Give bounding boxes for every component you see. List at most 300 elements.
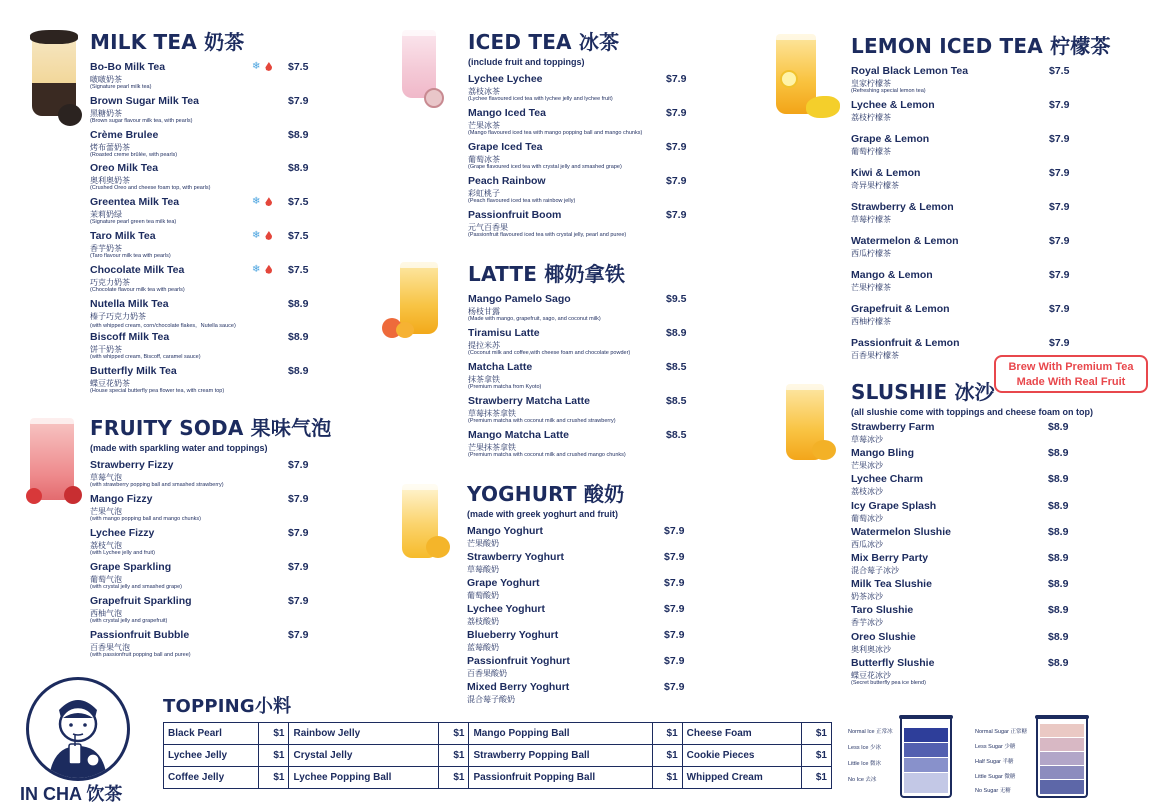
menu-item-mixed-berry-yoghurt <box>467 681 687 707</box>
menu-item-price: $8.9 <box>1048 473 1069 486</box>
ice-label-normal: Normal Ice 正常冰 <box>848 729 893 735</box>
menu-item-butterfly-milk-tea <box>90 365 310 399</box>
menu-item-passionfruit-bubble <box>90 629 310 663</box>
hot-cold-icons <box>252 230 272 241</box>
menu-item-description: (with mango popping ball and mango chunks) <box>90 516 201 522</box>
menu-item-name: Mango Pamelo Sago <box>468 293 571 305</box>
menu-item-name: Biscoff Milk Tea <box>90 331 170 344</box>
menu-item-chinese-name: 草莓抹茶拿铁 <box>468 409 516 418</box>
menu-item-name: Lychee & Lemon <box>851 99 935 111</box>
menu-item-price: $7.5 <box>1049 65 1070 77</box>
menu-item-chinese-name: 荔枝柠檬茶 <box>851 113 891 122</box>
iced-tea-list <box>468 73 688 243</box>
menu-item-name: Strawberry Fizzy <box>90 459 174 471</box>
menu-item-name: Grapefruit Sparkling <box>90 595 192 607</box>
menu-item-name: Mango Fizzy <box>90 493 153 505</box>
brand-logo <box>26 677 130 781</box>
menu-item-description: (Refreshing special lemon tea) <box>851 88 926 94</box>
menu-item-chinese-name: 芒果气泡 <box>90 507 122 516</box>
menu-item-chinese-name: 香芋冰沙 <box>851 618 883 628</box>
topping-price: $1 <box>439 723 469 745</box>
topping-row <box>164 745 832 767</box>
menu-item-description: (Mango flavoured iced tea with mango popping ball and mango chunks) <box>468 130 643 136</box>
snowflake-icon: ❄ <box>252 196 261 208</box>
menu-item-grape-sparkling <box>90 561 310 595</box>
iced-tea-title: ICED TEA 冰茶 <box>468 30 620 54</box>
topping-row <box>164 723 832 745</box>
topping-strawberry-popping-ball: Strawberry Popping Ball <box>469 745 652 767</box>
sugar-label-normal: Normal Sugar 正常糖 <box>975 729 1027 735</box>
menu-item-price: $8.9 <box>1048 578 1069 591</box>
menu-item-chinese-name: 百香果气泡 <box>90 643 130 652</box>
menu-item-strawberry-matcha-latte <box>468 395 688 429</box>
menu-item-price: $8.9 <box>288 162 309 175</box>
menu-item-name: Passionfruit Boom <box>468 209 562 221</box>
topping-whipped-cream: Whipped Cream <box>682 767 801 789</box>
menu-item-price: $7.9 <box>664 525 685 537</box>
menu-item-chocolate-milk-tea <box>90 264 310 298</box>
menu-item-price: $8.5 <box>666 429 687 441</box>
menu-item-price: $8.5 <box>666 361 687 373</box>
menu-item-strawberry-farm <box>851 421 1081 447</box>
menu-item-lychee-fizzy <box>90 527 310 561</box>
menu-item-name: Lychee Charm <box>851 473 923 486</box>
menu-item-chinese-name: 奥利奥奶茶 <box>90 176 130 186</box>
menu-item-grapefruit-sparkling <box>90 595 310 629</box>
menu-item-name: Grape Sparkling <box>90 561 172 573</box>
menu-item-name: Greentea Milk Tea <box>90 196 180 209</box>
menu-item-mango-pamelo-sago <box>468 293 688 327</box>
menu-item-chinese-name: 芒果冰茶 <box>468 121 500 130</box>
menu-item-price: $7.9 <box>666 73 687 85</box>
menu-item-butterfly-slushie <box>851 656 1081 686</box>
menu-item-price: $7.5 <box>288 263 309 276</box>
menu-item-chinese-name: 奇异果柠檬茶 <box>851 181 899 190</box>
menu-item-chinese-name: 混合莓子酸奶 <box>467 695 515 704</box>
topping-crystal-jelly: Crystal Jelly <box>289 745 439 767</box>
menu-item-chinese-name: 蝶豆花奶茶 <box>90 379 130 389</box>
menu-item-description: (Premium matcha with coconut milk and crushed mango chunks) <box>468 452 626 458</box>
menu-item-chinese-name: 蝶豆花冰沙 <box>851 670 891 680</box>
menu-item-chinese-name: 皇家柠檬茶 <box>851 79 891 88</box>
menu-item-price: $7.9 <box>288 94 309 107</box>
menu-item-chinese-name: 芒果柠檬茶 <box>851 283 891 292</box>
menu-item-tiramisu-latte <box>468 327 688 361</box>
menu-item-description: (Signature pearl milk tea) <box>90 84 152 90</box>
menu-item-name: Mango Yoghurt <box>467 525 544 537</box>
sugar-label-none: No Sugar 无糖 <box>975 788 1011 794</box>
menu-item-biscoff-milk-tea <box>90 331 310 365</box>
menu-item-description: (with crystal jelly and smashed grape) <box>90 584 183 590</box>
brand-name: IN CHA 饮茶 <box>20 784 123 804</box>
menu-item-price: $7.9 <box>288 493 309 505</box>
topping-price: $1 <box>259 745 289 767</box>
menu-item-price: $7.9 <box>666 175 687 187</box>
menu-item-mango-yoghurt <box>467 525 687 551</box>
menu-item-description: (Premium matcha with coconut milk and crushed strawberry) <box>468 418 616 424</box>
menu-item-chinese-name: 草莓气泡 <box>90 473 122 482</box>
topping-coffee-jelly: Coffee Jelly <box>164 767 259 789</box>
hot-cold-icons <box>252 61 272 72</box>
topping-row <box>164 767 832 789</box>
menu-item-price: $8.9 <box>288 331 309 344</box>
menu-item-price: $7.9 <box>1049 269 1070 281</box>
menu-item-description: (House special butterfly pea flower tea, with cream top) <box>90 388 225 395</box>
menu-item-chinese-name: 奥利奥冰沙 <box>851 644 891 654</box>
menu-item-chinese-name: 彩虹桃子 <box>468 189 500 198</box>
menu-item-chinese-name: 葡萄酸奶 <box>467 591 499 600</box>
sugar-glass-icon <box>1036 718 1088 798</box>
menu-item-name: Watermelon Slushie <box>851 525 951 538</box>
menu-item-name: Icy Grape Splash <box>851 499 937 512</box>
menu-item-name: Mango Bling <box>851 447 914 460</box>
topping-price: $1 <box>802 767 832 789</box>
menu-item-name: Mango Iced Tea <box>468 107 546 119</box>
menu-item-description: (Grape flavoured iced tea with crystal jelly and smashed grape) <box>468 164 622 170</box>
flame-icon <box>265 62 272 71</box>
menu-item-mango-lemon <box>851 269 1071 303</box>
menu-item-chinese-name: 百香果酸奶 <box>467 669 507 678</box>
menu-item-price: $7.9 <box>1049 201 1070 213</box>
menu-item-chinese-name: 荔枝气泡 <box>90 541 122 550</box>
menu-item-passionfruit-boom <box>468 209 688 243</box>
menu-item-description: (Signature pearl green tea milk tea) <box>90 219 177 226</box>
menu-item-grapefruit-lemon <box>851 303 1071 337</box>
menu-item-name: Lychee Lychee <box>468 73 543 85</box>
lemon-tea-list <box>851 65 1071 371</box>
fruity-soda-list <box>90 459 310 663</box>
ice-label-little: Little Ice 微冰 <box>848 761 882 767</box>
menu-item-taro-milk-tea <box>90 230 310 264</box>
menu-item-price: $7.9 <box>1049 99 1070 111</box>
menu-item-description: (Made with mango, grapefruit, sago, and coconut milk) <box>468 316 601 322</box>
menu-item-name: Tiramisu Latte <box>468 327 540 339</box>
menu-item-price: $7.9 <box>666 107 687 119</box>
menu-item-name: Grape & Lemon <box>851 133 930 145</box>
menu-item-price: $7.9 <box>664 577 685 589</box>
menu-item-chinese-name: 荔枝酸奶 <box>467 617 499 626</box>
menu-item-bo-bo-milk-tea <box>90 61 310 95</box>
menu-item-name: Royal Black Lemon Tea <box>851 65 969 77</box>
menu-item-name: Taro Milk Tea <box>90 229 156 242</box>
menu-item-chinese-name: 蓝莓酸奶 <box>467 643 499 652</box>
menu-item-price: $7.9 <box>1049 303 1070 315</box>
menu-item-chinese-name: 巧克力奶茶 <box>90 277 130 287</box>
menu-item-price: $7.5 <box>288 229 309 242</box>
menu-item-chinese-name: 草莓柠檬茶 <box>851 215 891 224</box>
menu-item-chinese-name: 葡萄冰茶 <box>468 155 500 164</box>
menu-item-grape-yoghurt <box>467 577 687 603</box>
menu-item-description: (with whipped cream, corn/chocolate flakes，Nutella sauce) <box>90 322 236 329</box>
menu-item-name: Blueberry Yoghurt <box>467 629 559 641</box>
topping-lychee-popping-ball: Lychee Popping Ball <box>289 767 439 789</box>
menu-item-name: Brown Sugar Milk Tea <box>90 94 199 107</box>
menu-item-price: $8.9 <box>1048 499 1069 512</box>
milk-tea-section <box>90 26 310 399</box>
boy-mascot-icon <box>29 680 127 778</box>
menu-item-name: Mango Matcha Latte <box>468 429 569 441</box>
menu-item-description: (Crushed Oreo and cheese foam top, with pearls) <box>90 185 211 192</box>
menu-item-chinese-name: 荔枝冰茶 <box>468 87 500 96</box>
menu-item-lychee-lemon <box>851 99 1071 133</box>
menu-item-name: Passionfruit Bubble <box>90 629 190 641</box>
menu-item-price: $7.9 <box>288 527 309 539</box>
menu-item-price: $8.9 <box>1048 525 1069 538</box>
topping-price: $1 <box>439 745 469 767</box>
menu-item-price: $7.9 <box>1049 337 1070 349</box>
menu-item-name: Strawberry Farm <box>851 421 935 433</box>
menu-item-description: (with passionfruit popping ball and puree) <box>90 652 191 658</box>
menu-item-mango-matcha-latte <box>468 429 688 463</box>
menu-item-chinese-name: 百香果柠檬茶 <box>851 351 899 360</box>
menu-item-name: Peach Rainbow <box>468 175 546 187</box>
badge-line-2: Made With Real Fruit <box>1016 376 1126 388</box>
menu-item-chinese-name: 葡萄冰沙 <box>851 513 883 523</box>
menu-item-chinese-name: 西柚气泡 <box>90 609 122 618</box>
menu-item-chinese-name: 抹茶拿铁 <box>468 375 500 384</box>
menu-item-name: Lychee Fizzy <box>90 527 155 539</box>
menu-item-nutella-milk-tea <box>90 298 310 332</box>
menu-item-chinese-name: 西瓜柠檬茶 <box>851 249 891 258</box>
menu-item-chinese-name: 草莓冰沙 <box>851 435 883 444</box>
snowflake-icon: ❄ <box>252 61 261 72</box>
topping-cookie-pieces: Cookie Pieces <box>682 745 801 767</box>
menu-item-chinese-name: 西柚柠檬茶 <box>851 317 891 326</box>
menu-item-icy-grape-splash <box>851 500 1081 526</box>
topping-price: $1 <box>652 767 682 789</box>
menu-item-chinese-name: 草莓酸奶 <box>467 565 499 574</box>
iced-tea-subtitle: (include fruit and toppings) <box>468 57 585 67</box>
menu-item-price: $8.9 <box>1048 604 1069 617</box>
menu-item-price: $8.5 <box>666 395 687 407</box>
ice-glass-icon <box>900 718 952 798</box>
fruity-soda-subtitle: (made with sparkling water and toppings) <box>90 443 268 453</box>
menu-item-description: (Peach flavoured iced tea with rainbow jelly) <box>468 198 576 204</box>
menu-item-chinese-name: 葡萄气泡 <box>90 575 122 584</box>
menu-item-passionfruit-yoghurt <box>467 655 687 681</box>
menu-item-strawberry-fizzy <box>90 459 310 493</box>
menu-item-price: $8.9 <box>288 297 309 310</box>
slushie-list <box>851 421 1081 686</box>
snowflake-icon: ❄ <box>252 263 261 275</box>
menu-item-grape-lemon <box>851 133 1071 167</box>
menu-item-price: $7.9 <box>664 603 685 615</box>
menu-item-name: Strawberry & Lemon <box>851 201 954 213</box>
topping-passionfruit-popping-ball: Passionfruit Popping Ball <box>469 767 652 789</box>
menu-item-mango-iced-tea <box>468 107 688 141</box>
menu-item-price: $7.9 <box>664 655 685 667</box>
topping-price: $1 <box>802 745 832 767</box>
menu-item-description: (Roasted creme brûlée, with pearls) <box>90 151 178 158</box>
menu-item-chinese-name: 杨枝甘露 <box>468 307 500 316</box>
topping-price: $1 <box>259 767 289 789</box>
menu-item-price: $7.9 <box>664 551 685 563</box>
yoghurt-subtitle: (made with greek yoghurt and fruit) <box>467 509 619 519</box>
menu-item-royal-black-lemon-tea <box>851 65 1071 99</box>
latte-title: LATTE 椰奶拿铁 <box>468 262 626 286</box>
menu-item-description: (with strawberry popping ball and smashed strawberry) <box>90 482 224 488</box>
milk-tea-title: MILK TEA 奶茶 <box>90 30 245 54</box>
ice-label-none: No Ice 去冰 <box>848 777 877 783</box>
menu-item-price: $7.9 <box>288 459 309 471</box>
menu-item-description: (Passionfruit flavoured iced tea with crystal jelly, pearl and puree) <box>468 232 627 238</box>
menu-item-name: Mango & Lemon <box>851 269 933 281</box>
menu-item-price: $7.5 <box>288 61 309 73</box>
menu-item-name: Passionfruit & Lemon <box>851 337 960 349</box>
menu-item-lychee-lychee <box>468 73 688 107</box>
menu-item-chinese-name: 香芋奶茶 <box>90 243 122 253</box>
topping-price: $1 <box>259 723 289 745</box>
menu-item-description: (Coconut milk and coffee,with cheese foam and chocolate powder) <box>468 350 631 356</box>
iced-tea-section <box>468 26 688 243</box>
menu-item-description: (Chocolate flavour milk tea with pearls) <box>90 286 185 293</box>
yoghurt-list <box>467 525 687 707</box>
menu-item-mango-bling <box>851 447 1081 473</box>
menu-item-chinese-name: 芒果冰沙 <box>851 461 883 471</box>
menu-item-mango-fizzy <box>90 493 310 527</box>
topping-price: $1 <box>652 723 682 745</box>
menu-item-price: $7.9 <box>664 681 685 693</box>
menu-item-chinese-name: 榛子巧克力奶茶 <box>90 311 146 321</box>
menu-item-chinese-name: 饼干奶茶 <box>90 345 122 355</box>
menu-item-name: Matcha Latte <box>468 361 533 373</box>
menu-item-name: Grape Yoghurt <box>467 577 540 589</box>
menu-item-price: $8.9 <box>1048 551 1069 564</box>
ice-label-less: Less Ice 少冰 <box>848 745 882 751</box>
menu-item-chinese-name: 混合莓子冰沙 <box>851 565 899 575</box>
menu-item-matcha-latte <box>468 361 688 395</box>
lemon-tea-title: LEMON ICED TEA 柠檬茶 <box>851 34 1111 58</box>
menu-item-name: Chocolate Milk Tea <box>90 263 185 276</box>
menu-item-description: (Brown sugar flavour milk tea, with pearls) <box>90 117 193 124</box>
hot-cold-icons <box>252 264 272 275</box>
menu-item-price: $7.9 <box>288 561 309 573</box>
menu-item-chinese-name: 提拉米苏 <box>468 341 500 350</box>
menu-item-oreo-slushie <box>851 631 1081 657</box>
menu-item-description: (Premium matcha from Kyoto) <box>468 384 542 390</box>
menu-item-name: Strawberry Yoghurt <box>467 551 565 563</box>
menu-item-price: $8.9 <box>1048 447 1069 460</box>
menu-item-name: Mixed Berry Yoghurt <box>467 681 570 693</box>
menu-item-name: Crème Brulee <box>90 128 159 141</box>
menu-item-name: Strawberry Matcha Latte <box>468 395 590 407</box>
menu-item-watermelon-lemon <box>851 235 1071 269</box>
topping-price: $1 <box>439 767 469 789</box>
menu-item-name: Grape Iced Tea <box>468 141 543 153</box>
menu-item-strawberry-lemon <box>851 201 1071 235</box>
menu-item-description: (with whipped cream, Biscoff, caramel sauce) <box>90 354 201 361</box>
menu-item-name: Mix Berry Party <box>851 551 929 564</box>
yoghurt-title: YOGHURT 酸奶 <box>467 482 625 506</box>
flame-icon <box>265 231 272 240</box>
topping-price: $1 <box>802 723 832 745</box>
flame-icon <box>265 197 272 206</box>
menu-item-taro-slushie <box>851 604 1081 630</box>
menu-item-name: Passionfruit Yoghurt <box>467 655 570 667</box>
menu-item-lychee-yoghurt <box>467 603 687 629</box>
menu-item-brown-sugar-milk-tea <box>90 95 310 129</box>
slushie-title: SLUSHIE 冰沙 <box>851 380 995 404</box>
yoghurt-section <box>467 478 687 707</box>
sugar-label-half: Half Sugar 半糖 <box>975 759 1014 765</box>
topping-rainbow-jelly: Rainbow Jelly <box>289 723 439 745</box>
snowflake-icon: ❄ <box>252 229 261 241</box>
menu-item-name: Nutella Milk Tea <box>90 297 169 310</box>
flame-icon <box>265 265 272 274</box>
menu-item-name: Grapefruit & Lemon <box>851 303 950 315</box>
latte-list <box>468 293 688 463</box>
menu-item-description: (with crystal jelly and grapefruit) <box>90 618 168 624</box>
menu-item-name: Butterfly Slushie <box>851 656 935 669</box>
menu-item-name: Kiwi & Lemon <box>851 167 921 179</box>
menu-item-grape-iced-tea <box>468 141 688 175</box>
menu-item-price: $7.9 <box>288 595 309 607</box>
fruity-soda-section <box>90 412 332 663</box>
menu-item-chinese-name: 黑糖奶茶 <box>90 108 122 118</box>
menu-item-name: Lychee Yoghurt <box>467 603 545 615</box>
topping-mango-popping-ball: Mango Popping Ball <box>469 723 652 745</box>
menu-item-price: $7.9 <box>1049 167 1070 179</box>
slushie-section <box>851 376 1094 686</box>
menu-item-name: Taro Slushie <box>851 604 914 617</box>
menu-item-chinese-name: 元气百香果 <box>468 223 508 232</box>
menu-item-price: $7.9 <box>666 209 687 221</box>
menu-item-chinese-name: 西瓜冰沙 <box>851 539 883 549</box>
topping-title: TOPPING小料 <box>163 696 292 717</box>
menu-item-name: Milk Tea Slushie <box>851 578 932 591</box>
menu-item-name: Watermelon & Lemon <box>851 235 959 247</box>
topping-lychee-jelly: Lychee Jelly <box>164 745 259 767</box>
menu-item-name: Oreo Slushie <box>851 630 916 643</box>
menu-item-price: $9.5 <box>666 293 687 305</box>
menu-item-price: $8.9 <box>1048 421 1069 433</box>
menu-item-description: (Lychee flavoured iced tea with lychee jelly and lychee fruit) <box>468 96 613 102</box>
sugar-label-little: Little Sugar 微糖 <box>975 774 1016 780</box>
menu-item-price: $8.9 <box>288 365 309 378</box>
latte-section <box>468 258 688 463</box>
menu-item-oreo-milk-tea <box>90 162 310 196</box>
fruity-soda-title: FRUITY SODA 果味气泡 <box>90 416 332 440</box>
menu-item-price: $7.9 <box>1049 235 1070 247</box>
menu-item-price: $8.9 <box>1048 656 1069 669</box>
menu-item-description: (Taro flavour milk tea with pearls) <box>90 252 171 259</box>
menu-item-price: $7.5 <box>288 196 309 209</box>
slushie-subtitle: (all slushie come with toppings and cheese foam on top) <box>851 407 1094 417</box>
menu-item-price: $7.9 <box>666 141 687 153</box>
menu-item-description: (with Lychee jelly and fruit) <box>90 550 155 556</box>
menu-item-kiwi-lemon <box>851 167 1071 201</box>
menu-item-price: $8.9 <box>666 327 687 339</box>
menu-item-price: $7.9 <box>664 629 685 641</box>
topping-price: $1 <box>652 745 682 767</box>
menu-item-description: (Secret butterfly pea ice blend) <box>851 679 926 686</box>
menu-item-mix-berry-party <box>851 552 1081 578</box>
topping-table <box>163 722 832 789</box>
menu-item-strawberry-yoghurt <box>467 551 687 577</box>
menu-item-peach-rainbow <box>468 175 688 209</box>
menu-item-price: $8.9 <box>288 128 309 141</box>
milk-tea-list <box>90 61 310 399</box>
hot-cold-icons <box>252 196 272 207</box>
menu-item-cr-me-brulee <box>90 129 310 163</box>
menu-item-chinese-name: 茉莉奶绿 <box>90 210 122 220</box>
menu-item-price: $7.9 <box>288 629 309 641</box>
topping-black-pearl: Black Pearl <box>164 723 259 745</box>
sugar-label-less: Less Sugar 少糖 <box>975 744 1016 750</box>
menu-item-chinese-name: 葡萄柠檬茶 <box>851 147 891 156</box>
menu-item-name: Oreo Milk Tea <box>90 162 159 175</box>
menu-item-price: $8.9 <box>1048 630 1069 643</box>
